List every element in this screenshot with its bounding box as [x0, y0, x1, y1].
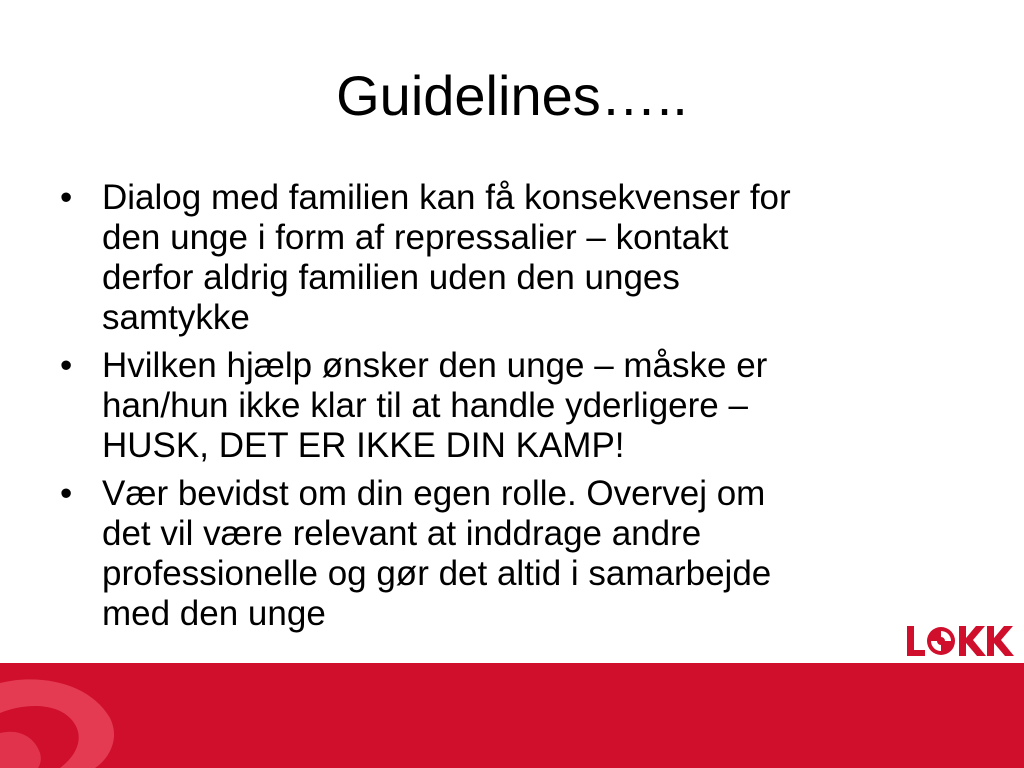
bullet-line: den unge i form af repressalier – kontakt — [102, 218, 729, 257]
bullet-line: samtykke — [102, 298, 250, 337]
bullet-line: Dialog med familien kan få konsekvenser for — [102, 178, 791, 217]
lokk-logo-icon — [905, 620, 1015, 660]
bullet-line: derfor aldrig familien uden den unges — [102, 258, 680, 297]
bullet-line: med den unge — [102, 594, 326, 633]
bullet-dot: • — [60, 474, 73, 513]
footer-band — [0, 663, 1024, 768]
bullet-line: Vær bevidst om din egen rolle. Overvej om — [102, 474, 766, 513]
bullet-item — [60, 178, 960, 338]
bullet-line: HUSK, DET ER IKKE DIN KAMP! — [102, 426, 625, 465]
bullet-dot: • — [60, 178, 73, 217]
slide-title: Guidelines….. — [336, 64, 688, 127]
swirl-decoration-icon — [0, 663, 160, 768]
bullet-line: han/hun ikke klar til at handle yderligere – — [102, 386, 748, 425]
bullet-dot: • — [60, 346, 73, 385]
bullet-line: professionelle og gør det altid i samarbejde — [102, 554, 772, 593]
bullet-line: det vil være relevant at inddrage andre — [102, 514, 702, 553]
lokk-logo — [905, 620, 1015, 660]
bullet-item — [60, 474, 960, 634]
bullet-item — [60, 346, 960, 466]
bullet-list — [60, 178, 960, 642]
bullet-line: Hvilken hjælp ønsker den unge – måske er — [102, 346, 768, 385]
